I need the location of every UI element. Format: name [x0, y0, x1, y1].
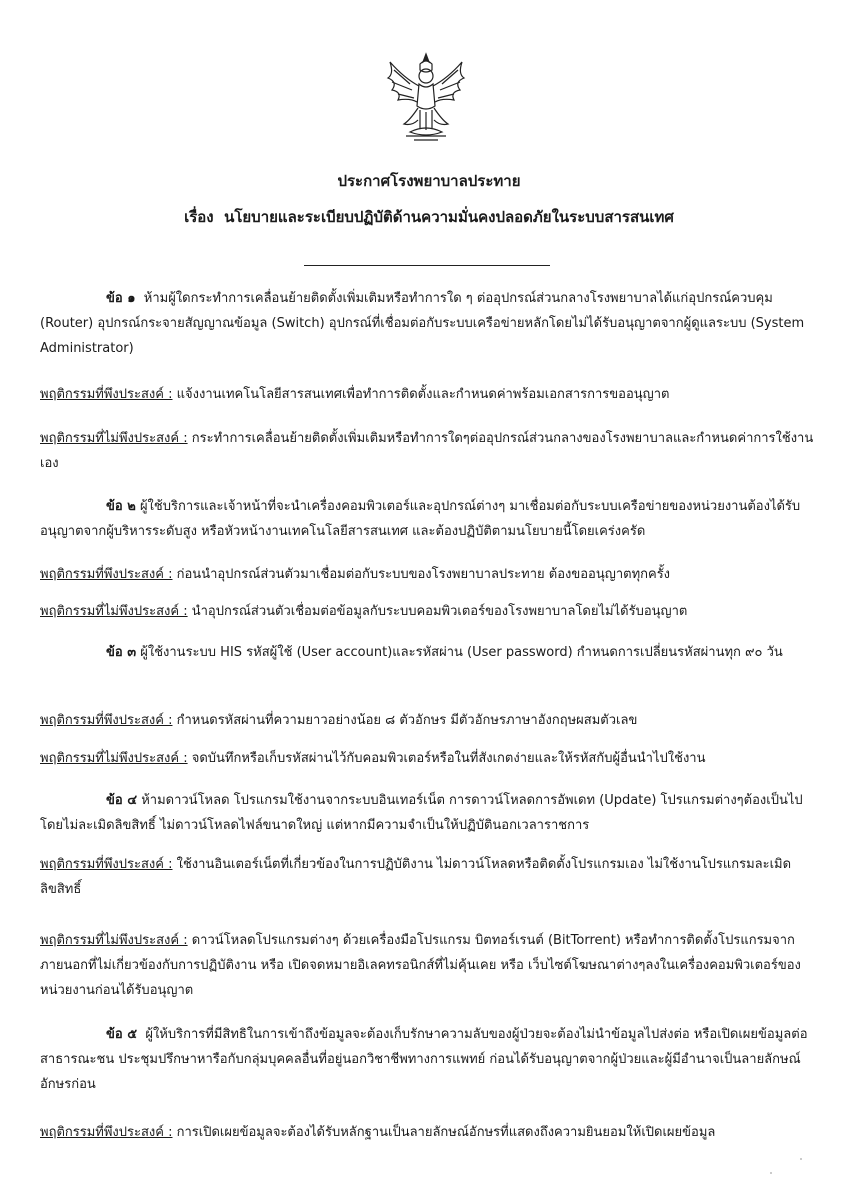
undesired-label: พฤติกรรมที่ไม่พึงประสงค์ :: [40, 604, 188, 619]
clause-2: [40, 494, 820, 544]
desired-text: กำหนดรหัสผ่านที่ความยาวอย่างน้อย ๘ ตัวอักษร มีตัวอักษรภาษาอังกฤษผสมตัวเลข: [176, 713, 638, 728]
title-divider: [304, 265, 550, 266]
clause-1-desired: [40, 382, 820, 407]
desired-label: พฤติกรรมที่พึงประสงค์ :: [40, 1125, 173, 1140]
clause-text: ผู้ให้บริการที่มีสิทธิในการเข้าถึงข้อมูลจะต้องเก็บรักษาความลับของผู้ป่วยจะต้องไม่นำข้อมูลไปส่งต่อ หรือเปิดเผยข้อมูลต่อสาธารณะชน ประชุมปรึกษาหารือกับกลุ่มบุคคลอื่นที่อยู่นอกวิชาชีพทางการแพทย์ ก่อนได้รับอนุญาตจากผู้ป่วยและผู้มีอำนาจเป็นลายลักษณ์อักษรก่อน: [40, 1027, 808, 1092]
desired-text: ใช้งานอินเตอร์เน็ตที่เกี่ยวข้องในการปฏิบัติงาน ไม่ดาวน์โหลดหรือติดตั้งโปรแกรมเอง ไม่ใช้งานโปรแกรมละเมิดลิขสิทธิ์: [40, 857, 792, 897]
clause-1: [40, 286, 820, 361]
scan-speck: [800, 1158, 802, 1160]
announcement-title: ประกาศโรงพยาบาลประทาย: [337, 172, 521, 190]
subject-text: นโยบายและระเบียบปฏิบัติด้านความมั่นคงปลอดภัยในระบบสารสนเทศ: [224, 208, 674, 226]
scan-speck: [770, 1172, 772, 1174]
clause-text: ผู้ใช้งานระบบ HIS รหัสผู้ใช้ (User account)และรหัสผ่าน (User password) กำหนดการเปลี่ยนรหัสผ่านทุก ๙๐ วัน: [140, 645, 783, 660]
desired-text: แจ้งงานเทคโนโลยีสารสนเทศเพื่อทำการติดตั้งและกำหนดค่าพร้อมเอกสารการขออนุญาต: [176, 387, 670, 402]
clause-5-desired: [40, 1120, 820, 1145]
clause-2-undesired: [40, 599, 820, 624]
desired-text: ก่อนนำอุปกรณ์ส่วนตัวมาเชื่อมต่อกับระบบของโรงพยาบาลประทาย ต้องขออนุญาตทุกครั้ง: [176, 567, 671, 582]
desired-label: พฤติกรรมที่พึงประสงค์ :: [40, 857, 173, 872]
undesired-text: นำอุปกรณ์ส่วนตัวเชื่อมต่อข้อมูลกับระบบคอมพิวเตอร์ของโรงพยาบาลโดยไม่ได้รับอนุญาต: [191, 604, 688, 619]
clause-3-undesired: [40, 746, 820, 771]
clause-2-desired: [40, 562, 820, 587]
clause-4-desired: [40, 852, 820, 902]
clause-label: ข้อ ๕: [106, 1027, 138, 1042]
undesired-text: จดบันทึกหรือเก็บรหัสผ่านไว้กับคอมพิวเตอร์หรือในที่สังเกตง่ายและให้รหัสกับผู้อื่นนำไปใช้งาน: [191, 751, 706, 766]
clause-label: ข้อ ๒: [106, 499, 136, 514]
clause-1-undesired: [40, 426, 820, 476]
undesired-text: ดาวน์โหลดโปรแกรมต่างๆ ด้วยเครื่องมือโปรแกรม บิตทอร์เรนต์ (BitTorrent) หรือทำการติดตั้งโปรแกรมจากภายนอกที่ไม่เกี่ยวข้องกับการปฏิบัติงาน หรือ เปิดจดหมายอิเลคทรอนิกส์ที่ไม่คุ้นเคย หรือ เว็บไซต์โฆษณาต่างๆลงในเครื่องคอมพิวเตอร์ของหน่วยงานก่อนได้รับอนุญาต: [40, 933, 801, 998]
desired-text: การเปิดเผยข้อมูลจะต้องได้รับหลักฐานเป็นลายลักษณ์อักษรที่แสดงถึงความยินยอมให้เปิดเผยข้อมูล: [176, 1125, 716, 1140]
clause-text: ห้ามดาวน์โหลด โปรแกรมใช้งานจากระบบอินเทอร์เน็ต การดาวน์โหลดการอัพเดท (Update) โปรแกรมต่างๆต้องเป็นไปโดยไม่ละเมิดลิขสิทธิ์ ไม่ดาวน์โหลดไฟล์ขนาดใหญ่ แต่หากมีความจำเป็นให้ปฏิบัตินอกเวลาราชการ: [40, 793, 803, 833]
clause-label: ข้อ ๔: [106, 793, 138, 808]
subject-label: เรื่อง: [184, 208, 214, 226]
clause-5: [40, 1022, 820, 1097]
clause-label: ข้อ ๑: [106, 291, 136, 306]
garuda-emblem-icon: [380, 48, 472, 148]
clause-3: [40, 640, 820, 665]
announcement-subject: [0, 205, 858, 229]
clause-4: [40, 788, 820, 838]
clause-3-desired: [40, 708, 820, 733]
desired-label: พฤติกรรมที่พึงประสงค์ :: [40, 387, 173, 402]
desired-label: พฤติกรรมที่พึงประสงค์ :: [40, 713, 173, 728]
clause-4-undesired: [40, 928, 820, 1003]
clause-text: ผู้ใช้บริการและเจ้าหน้าที่จะนำเครื่องคอมพิวเตอร์และอุปกรณ์ต่างๆ มาเชื่อมต่อกับระบบเครือข่ายของหน่วยงานต้องได้รับอนุญาตจากผู้บริหารระดับสูง หรือหัวหน้างานเทคโนโลยีสารสนเทศ และต้องปฏิบัติตามนโยบายนี้โดยเคร่งครัด: [40, 499, 801, 539]
undesired-text: กระทำการเคลื่อนย้ายติดตั้งเพิ่มเติมหรือทำการใดๆต่ออุปกรณ์ส่วนกลางของโรงพยาบาลและกำหนดค่าการใช้งานเอง: [40, 431, 814, 471]
undesired-label: พฤติกรรมที่ไม่พึงประสงค์ :: [40, 933, 188, 948]
clause-label: ข้อ ๓: [106, 645, 137, 660]
undesired-label: พฤติกรรมที่ไม่พึงประสงค์ :: [40, 431, 188, 446]
undesired-label: พฤติกรรมที่ไม่พึงประสงค์ :: [40, 751, 188, 766]
clause-text: ห้ามผู้ใดกระทำการเคลื่อนย้ายติดตั้งเพิ่มเติมหรือทำการใด ๆ ต่ออุปกรณ์ส่วนกลางโรงพยาบาลได้แก่อุปกรณ์ควบคุม (Router) อุปกรณ์กระจายสัญญาณข้อมูล (Switch) อุปกรณ์ที่เชื่อมต่อกับระบบเครือข่ายหลักโดยไม่ได้รับอนุญาตจากผู้ดูแลระบบ (System Administrator): [40, 291, 805, 356]
desired-label: พฤติกรรมที่พึงประสงค์ :: [40, 567, 173, 582]
